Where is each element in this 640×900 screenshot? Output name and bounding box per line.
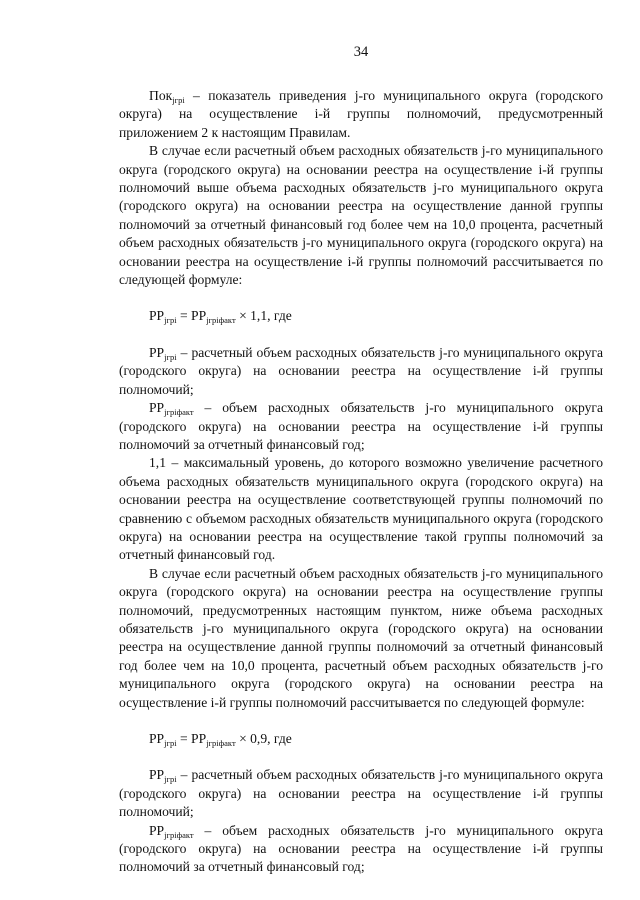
formula-lhs: РР [149,308,165,324]
symbol: РР [149,822,165,838]
formula-lhs: РР [149,731,165,746]
symbol: РР [149,400,165,416]
definition-text: – объем расходных обязательств j-го муниципального округа (городского округа) на основании реестра на осуществление i-й группы полномочий за отчетный финансовый год; [119,822,603,875]
symbol: РР [149,344,165,360]
definition-text: – расчетный объем расходных обязательств j-го муниципального округа (городского округа) на основании реестра на осуществление i-й группы полномочий; [119,344,603,397]
paragraph-rr-fact-definition-2 [119,822,603,877]
formula-lhs-subscript: jгрi [164,315,177,326]
symbol-subscript: jгрi [172,95,185,105]
symbol-subscript: jгрiфакт [164,407,194,418]
symbol: Пок [149,88,173,103]
definition-text: – показатель приведения j-го муниципального округа (городского округа) на осуществление i-й группы полномочий, предусмотренный приложением 2 к настоящим Правилам. [119,88,603,140]
formula-equals: = РР [176,731,207,746]
definition-text: – расчетный объем расходных обязательств j-го муниципального округа (городского округа) на основании реестра на осуществление i-й группы полномочий; [119,767,603,820]
symbol: РР [149,767,165,783]
paragraph-max-level: 1,1 – максимальный уровень, до которого возможно увеличение расчетного объема расходных обязательств муниципального округа (городского округа) на основании реестра на осуществление соответствующей группы полномочий по сравнению с объемом расходных обязательств муниципального округа (городского округа) на основании реестра на осуществление такой группы полномочий за отчетный финансовый год. [119,455,603,563]
page-number: 34 [353,44,369,60]
formula-decrease [119,730,603,748]
paragraph-pok-definition [119,87,603,142]
formula-tail: × 1,1, где [235,308,292,324]
definition-text: – объем расходных обязательств j-го муниципального округа (городского округа) на основании реестра на осуществление i-й группы полномочий за отчетный финансовый год; [119,400,603,452]
paragraph-rr-definition [119,344,603,399]
paragraph-rr-definition-2 [119,766,603,821]
paragraph-decrease-condition: В случае если расчетный объем расходных обязательств j-го муниципального округа (городского округа) на основании реестра на осуществление группы полномочий, предусмотренных настоящим пунктом, ниже объема расходных обязательств j-го муниципального округа (городского округа) на основании реестра на осуществление данной группы полномочий за отчетный финансовый год более чем на 10,0 процента, расчетный объем расходных обязательств j-го муниципального округа (городского округа) на основании реестра на осуществление i-й группы полномочий рассчитывается по следующей формуле: [119,565,603,710]
formula-rhs-subscript: jгрiфакт [206,315,236,326]
symbol-subscript: jгрiфакт [164,829,194,840]
paragraph-increase-condition: В случае если расчетный объем расходных обязательств j-го муниципального округа (городского округа) на основании реестра на осуществление i-й группы полномочий выше объема расходных обязательств j-го муниципального округа (городского округа) на основании реестра на осуществление данной группы полномочий за отчетный финансовый год более чем на 10,0 процента, расчетный объем расходных обязательств j-го муниципального округа (городского округа) на основании реестра на осуществление i-й группы полномочий рассчитывается по следующей формуле: [119,143,603,288]
paragraph-rr-fact-definition [119,399,603,454]
formula-rhs-subscript: jгрiфакт [206,738,236,748]
formula-lhs-subscript: jгрi [164,738,177,748]
formula-tail: × 0,9, где [235,731,292,746]
symbol-subscript: jгрi [164,351,177,362]
formula-equals: = РР [176,308,207,324]
symbol-subscript: jгрi [164,774,177,785]
formula-increase [119,307,603,325]
